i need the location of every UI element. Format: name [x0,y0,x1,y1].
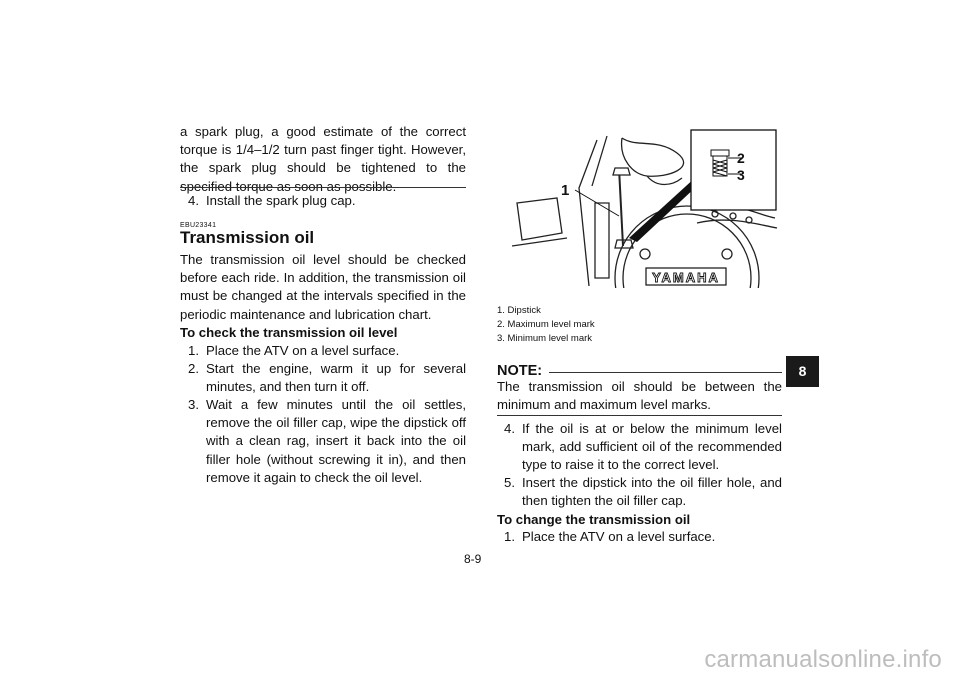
note-end-rule [497,415,782,416]
callout-2: 2 [737,150,745,166]
note-rule [549,372,782,373]
intro-paragraph: a spark plug, a good estimate of the correct torque is 1/4–1/2 turn past finger tight. However, the spark plug should be tightened to the specified torque as soon as possible. [180,124,466,194]
step-number: 5. [504,475,515,490]
yamaha-logo: YAMAHA [652,270,720,285]
step-text: If the oil is at or below the minimum level mark, add sufficient oil of the recommended type to raise it to the correct level. [522,421,782,473]
section-heading: Transmission oil [180,228,315,247]
subheading-check-oil: To check the transmission oil level [180,325,398,340]
caption-min-mark: 3. Minimum level mark [497,333,593,344]
note-text: The transmission oil should be between the minimum and maximum level marks. [497,379,782,413]
divider [180,187,466,188]
watermark: carmanualsonline.info [704,646,942,673]
step-text: Place the ATV on a level surface. [522,529,716,544]
callout-3: 3 [737,167,745,183]
step-text: Install the spark plug cap. [206,193,356,208]
step-number: 2. [188,361,199,376]
callout-1: 1 [561,182,570,199]
note-label: NOTE: [497,363,543,379]
step-number: 3. [188,397,199,412]
step-number: 4. [504,421,515,436]
caption-max-mark: 2. Maximum level mark [497,319,595,330]
step-text: Insert the dipstick into the oil filler hole, and then tighten the oil filler cap. [522,475,782,509]
step-number: 4. [188,193,199,208]
engine-drawing [497,128,781,288]
step-text: Start the engine, warm it up for several minutes, and then turn it off. [206,361,466,395]
subheading-change-oil: To change the transmission oil [497,512,691,527]
step-text: Place the ATV on a level surface. [206,343,400,358]
chapter-tab: 8 [786,356,819,387]
step-text: Wait a few minutes until the oil settles, remove the oil filler cap, wipe the dipstick off with a clean rag, insert it back into the oil filler hole (without screwing it in), and then remove it again to check the oil level. [206,397,466,485]
caption-dipstick: 1. Dipstick [497,305,541,316]
dipstick-illustration [497,128,781,288]
step-number: 1. [504,529,515,544]
page-number: 8-9 [464,552,482,566]
section-code: EBU23341 [180,222,217,229]
section-paragraph: The transmission oil level should be checked before each ride. In addition, the transmission oil must be changed at the intervals specified in the periodic maintenance and lubrication chart. [180,252,466,322]
step-number: 1. [188,343,199,358]
